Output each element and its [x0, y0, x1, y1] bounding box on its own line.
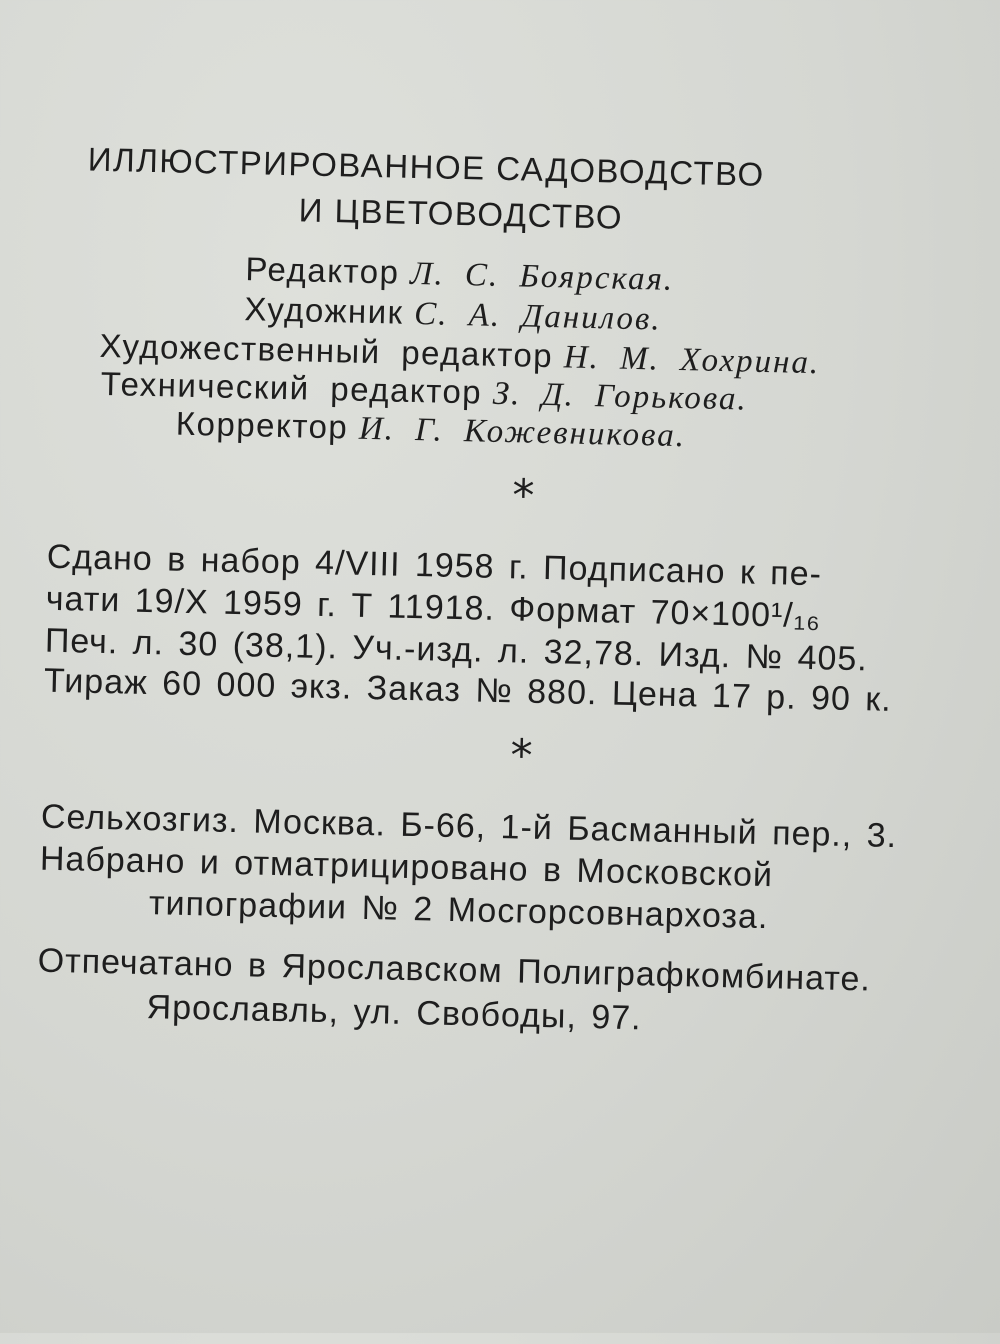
- credit-name: З. Д. Горькова.: [492, 375, 749, 418]
- imprint-line: Тираж 60 000 экз. Заказ № 880. Цена 17 р. 90 к.: [43, 661, 893, 719]
- credit-name: И. Г. Кожевникова.: [358, 410, 687, 455]
- imprint-line: Сдано в набор 4/VIII 1958 г. Подписано к пе-: [46, 537, 823, 594]
- printer-line: Ярославль, ул. Свободы, 97.: [146, 988, 643, 1038]
- credit-role: Редактор: [245, 250, 400, 291]
- imprint-line: Печ. л. 30 (38,1). Уч.-изд. л. 32,78. Изд. № 405.: [44, 621, 869, 679]
- credit-role: Художественный редактор: [99, 326, 554, 375]
- credit-name: Л. С. Боярская.: [409, 255, 675, 298]
- book-title-line-1: ИЛЛЮСТРИРОВАННОЕ САДОВОДСТВО: [87, 140, 766, 193]
- publisher-line: типографии № 2 Мосгорсовнархоза.: [148, 884, 769, 937]
- book-title-line-2: И ЦВЕТОВОДСТВО: [298, 191, 624, 236]
- credit-role: Технический редактор: [100, 364, 483, 411]
- separator-asterisk: *: [511, 470, 536, 522]
- credit-role: Корректор: [175, 404, 349, 446]
- credit-name: С. А. Данилов.: [413, 295, 662, 338]
- credit-role: Художник: [244, 290, 405, 331]
- publisher-line: Сельхозгиз. Москва. Б-66, 1-й Басманный пер., 3.: [40, 797, 898, 856]
- credit-name: Н. М. Хохрина.: [563, 339, 821, 382]
- imprint-line: чати 19/X 1959 г. Т 11918. Формат 70×100¹/₁₆: [45, 579, 822, 636]
- printer-line: Отпечатано в Ярославском Полиграфкомбинате.: [37, 941, 872, 999]
- separator-asterisk: *: [509, 730, 535, 782]
- publisher-line: Набрано и отматрицировано в Московской: [39, 839, 774, 895]
